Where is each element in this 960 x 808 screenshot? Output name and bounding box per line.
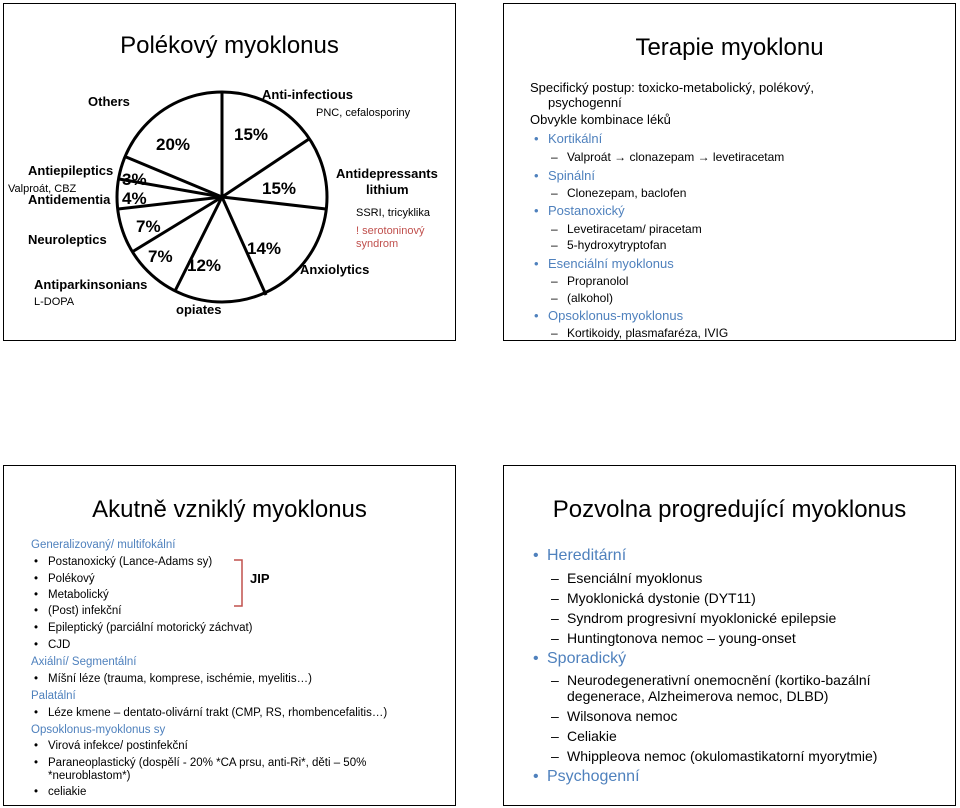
- label-antidementia: Antidementia: [28, 192, 111, 207]
- heading-axialni: Axiální/ Segmentální: [31, 656, 137, 668]
- list-item: – Huntingtonova nemoc – young-onset: [567, 630, 796, 646]
- list-item: • Léze kmene – dentato-olivární trakt (CMP, RS, rhombencefalitis…): [48, 707, 387, 719]
- note-ssri: SSRI, tricyklika: [356, 207, 430, 219]
- slide-pozvolna-progredujici: [503, 465, 956, 806]
- sub-postanoxicky: – Levetiracetam/ piracetam: [567, 222, 702, 236]
- list-item: • celiakie: [48, 786, 86, 798]
- list-item: • Polékový: [48, 573, 95, 585]
- list-item: • CJD: [48, 639, 70, 651]
- pct-14: 14%: [247, 239, 282, 258]
- sub-postanoxicky: – 5-hydroxytryptofan: [567, 238, 666, 252]
- drug-pie-chart: [4, 4, 457, 342]
- slide-title: Terapie myoklonu: [635, 34, 824, 61]
- list-item: • Paraneoplastický (dospělí - 20% *CA prsu, anti-Ri*, děti – 50%: [48, 757, 366, 769]
- list-item: – Wilsonova nemoc: [567, 708, 678, 724]
- list-item: – Whippleova nemoc (okulomastikatorní myorytmie): [567, 748, 877, 764]
- heading-generalizovany: Generalizovaný/ multifokální: [31, 539, 176, 551]
- bullet-esencialni: • Esenciální myoklonus: [548, 256, 674, 271]
- list-item: • (Post) infekční: [48, 605, 122, 617]
- label-antiepileptics: Antiepileptics: [28, 163, 114, 178]
- note-pnc: PNC, cefalosporiny: [316, 107, 411, 119]
- slide-title: Polékový myoklonus: [120, 32, 339, 59]
- jip-label: JIP: [250, 571, 270, 586]
- drug-clonazepam: clonazepam: [629, 150, 695, 164]
- text-line: psychogenní: [548, 95, 622, 110]
- pct-15-right: 15%: [262, 179, 297, 198]
- slide-polekovy-myoklonus: [3, 3, 456, 341]
- note-ldopa: L-DOPA: [34, 296, 75, 308]
- label-neuroleptics: Neuroleptics: [28, 232, 107, 247]
- bullet-kortikalni: • Kortikální: [548, 131, 602, 146]
- list-item: • Postanoxický (Lance-Adams sy): [48, 556, 212, 568]
- sub-spinalni: – Clonezepam, baclofen: [567, 186, 686, 200]
- slide-terapie-myoklonu: [503, 3, 956, 341]
- list-item-continuation: degenerace, Alzheimerova nemoc, DLBD): [567, 688, 829, 704]
- label-antidepressants: Antidepressants: [336, 166, 438, 181]
- bullet-spinalni: • Spinální: [548, 168, 595, 183]
- text-line: Specifický postup: toxicko-metabolický, polékový,: [530, 80, 814, 95]
- bullet-postanoxicky: • Postanoxický: [548, 203, 625, 218]
- list-item: – Syndrom progresivní myoklonické epilepsie: [567, 610, 836, 626]
- list-item: • Virová infekce/ postinfekční: [48, 740, 188, 752]
- heading-hereditarni: • Hereditární: [547, 547, 626, 565]
- arrow-icon: →: [697, 150, 713, 164]
- text-line: Obvykle kombinace léků: [530, 112, 671, 127]
- label-anti-infectious: Anti-infectious: [262, 87, 353, 102]
- bullet-opsoklonus: • Opsoklonus-myoklonus: [548, 308, 683, 323]
- label-opiates: opiates: [176, 302, 222, 317]
- pct-20: 20%: [156, 135, 191, 154]
- heading-palatalni: Palatální: [31, 690, 76, 702]
- list-item-continuation: *neuroblastom*): [48, 770, 131, 782]
- label-antiparkinsonians: Antiparkinsonians: [34, 277, 148, 292]
- heading-sporadicky: • Sporadický: [547, 650, 626, 668]
- pct-7-upper: 7%: [136, 217, 161, 236]
- pct-7-lower: 7%: [148, 247, 173, 266]
- list-item: • Epileptický (parciální motorický záchvat): [48, 622, 253, 634]
- pct-15-top: 15%: [234, 125, 269, 144]
- note-serotonin: ! serotoninový: [356, 225, 425, 237]
- list-item: • Metabolický: [48, 589, 109, 601]
- label-anxiolytics: Anxiolytics: [300, 262, 370, 277]
- list-item: – Esenciální myoklonus: [567, 570, 702, 586]
- slide-title: Akutně vzniklý myoklonus: [92, 496, 367, 523]
- label-lithium: lithium: [366, 182, 409, 197]
- sub-esencialni: – Propranolol: [567, 274, 628, 288]
- slide-akutne-vznikly-myoklonus: [3, 465, 456, 806]
- note-valproat: Valproát, CBZ: [8, 183, 77, 195]
- note-serotonin-2: syndrom: [356, 238, 399, 250]
- pct-12: 12%: [187, 256, 222, 275]
- sub-kortikalni: [567, 150, 784, 164]
- list-item: – Neurodegenerativní onemocnění (kortiko-bazální: [567, 672, 871, 688]
- list-item: – Celiakie: [567, 728, 617, 744]
- drug-valproat: Valproát: [567, 150, 611, 164]
- heading-opsoklonus: Opsoklonus-myoklonus sy: [31, 724, 166, 736]
- pct-4: 4%: [122, 189, 147, 208]
- pct-3: 3%: [122, 170, 147, 189]
- drug-levetiracetam: levetiracetam: [712, 150, 785, 164]
- sub-esencialni: – (alkohol): [567, 291, 613, 305]
- list-item: • Míšní léze (trauma, komprese, ischémie, myelitis…): [48, 673, 312, 685]
- slide-title: Pozvolna progredující myoklonus: [552, 496, 907, 523]
- list-item: – Myoklonická dystonie (DYT11): [567, 590, 756, 606]
- arrow-icon: →: [614, 150, 630, 164]
- label-others: Others: [88, 94, 130, 109]
- heading-psychogenni: • Psychogenní: [547, 768, 640, 786]
- jip-bracket: [232, 558, 252, 608]
- sub-opsoklonus: – Kortikoidy, plasmafaréza, IVIG: [567, 326, 728, 340]
